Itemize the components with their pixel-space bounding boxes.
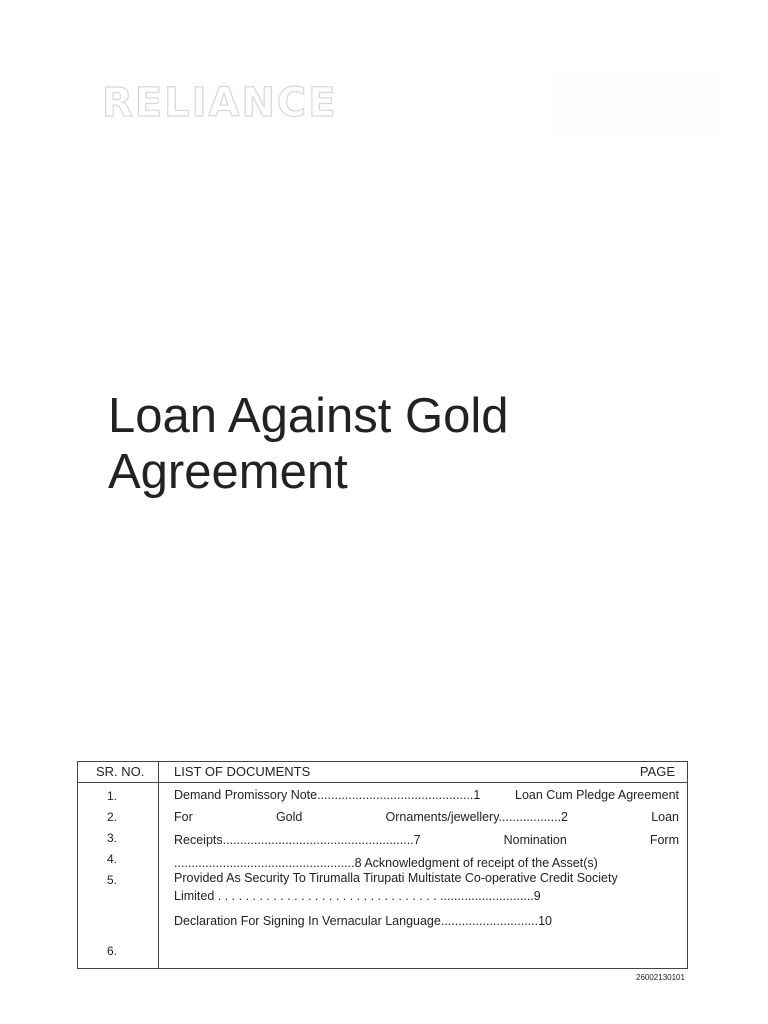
title-line-1: Loan Against Gold (108, 389, 509, 443)
footer-code: 26002130101 (636, 973, 685, 982)
header-sr-no: SR. NO. (96, 764, 145, 779)
line-3-word: Form (649, 833, 679, 847)
document-line-3 (174, 833, 679, 847)
header-page: PAGE (639, 764, 675, 779)
column-divider (158, 762, 159, 968)
sr-number: 2. (106, 810, 117, 824)
sr-number: 5. (106, 873, 117, 887)
line-2-word: For (174, 810, 193, 824)
title-line-2: Agreement (108, 445, 348, 499)
line-2-word: Gold (275, 810, 303, 824)
document-line-4: ....................................................8 Acknowledgment of receipt of the Asset(s) (174, 856, 598, 870)
sr-number: 3. (106, 831, 117, 845)
document-line-2 (174, 810, 679, 824)
sr-number: 6. (106, 944, 117, 958)
sr-number: 1. (106, 789, 117, 803)
document-line-5: Provided As Security To Tirumalla Tirupati Multistate Co-operative Credit Society (174, 871, 618, 885)
logo-placeholder-box (556, 70, 716, 136)
line-2-word: Loan (651, 810, 679, 824)
reliance-logo: RELIANCE (102, 80, 338, 126)
sr-number: 4. (106, 852, 117, 866)
document-title (108, 388, 508, 500)
header-list-of-documents: LIST OF DOCUMENTS (174, 764, 311, 779)
line-1-part-a: Demand Promissory Note.............................................1 (174, 788, 481, 802)
document-line-1 (174, 788, 679, 802)
line-3-word: Receipts.......................................................7 (174, 833, 421, 847)
line-2-word: Ornaments/jewellery..................2 (385, 810, 568, 824)
document-line-6: Limited . . . . . . . . . . . . . . . . . . . . . . . . . . . . . . . . ...........................9 (174, 889, 541, 903)
header-divider (78, 782, 687, 783)
document-line-7: Declaration For Signing In Vernacular Language............................10 (174, 914, 552, 928)
line-1-part-b: Loan Cum Pledge Agreement (515, 788, 679, 802)
line-3-word: Nomination (503, 833, 567, 847)
documents-table (77, 761, 688, 969)
